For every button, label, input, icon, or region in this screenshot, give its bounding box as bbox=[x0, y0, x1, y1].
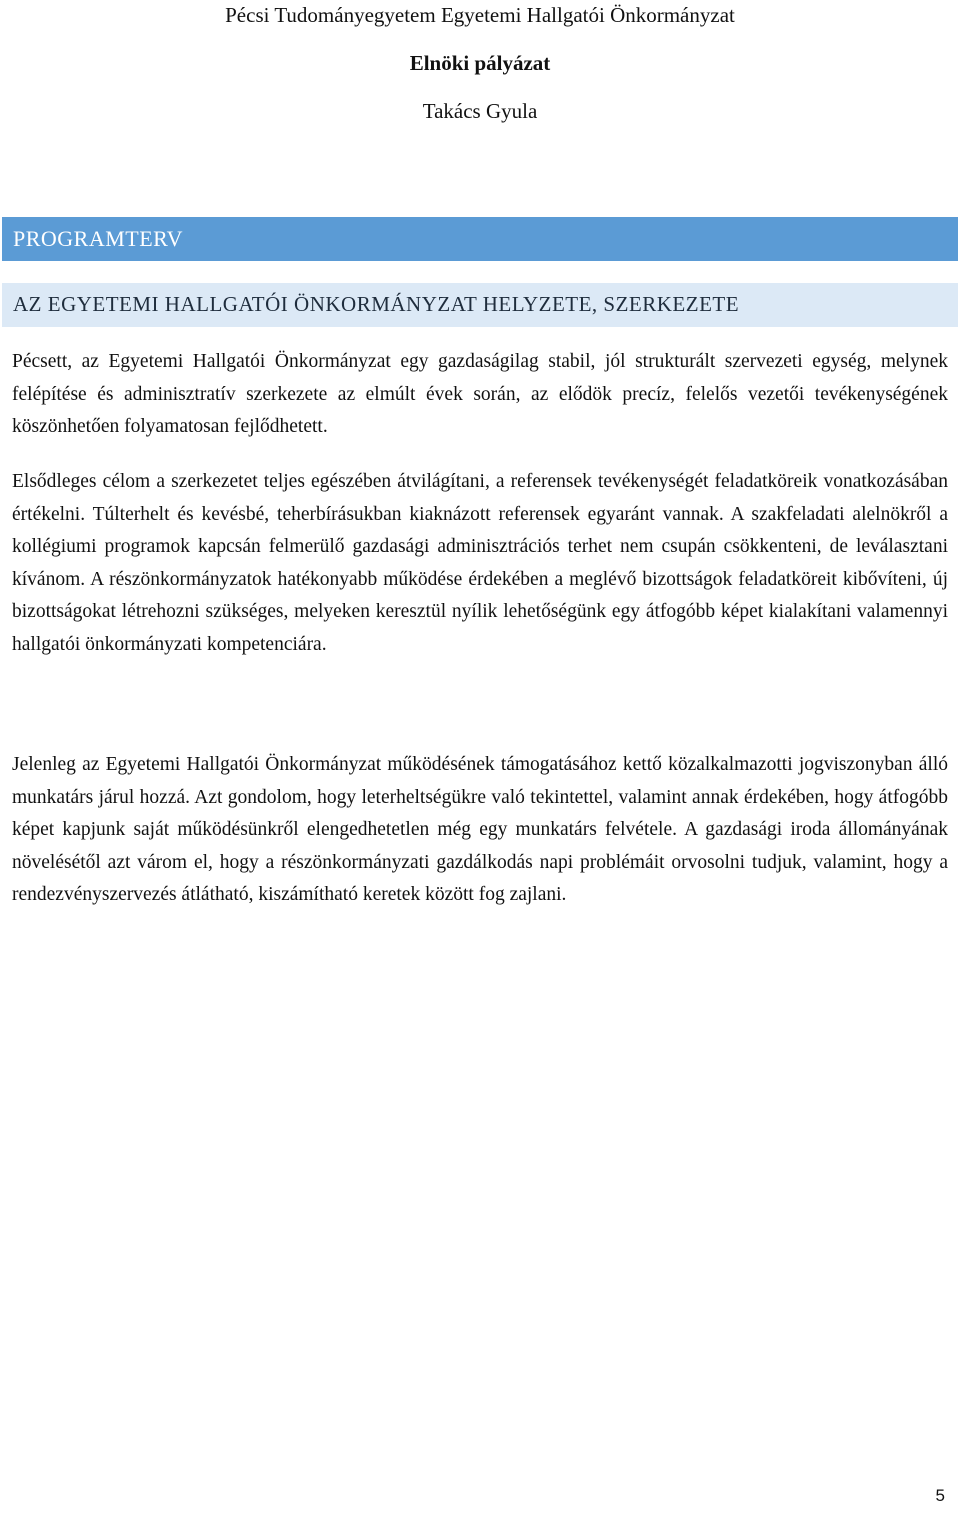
body-paragraph-2: Elsődleges célom a szerkezetet teljes egészében átvilágítani, a referensek tevékenységét feladatköreik vonatkozásában értékelni. Túlterhelt és kevésbé, teherbírásukban kiaknázott referensek egyaránt vannak. A szakfeladati alelnökről a kollégiumi programok kapcsán felmerülő gazdasági adminisztrációs terhet nem csupán csökkenteni, de leválasztani kívánom. A részönkormányzatok hatékonyabb működése érdekében a meglévő bizottságok feladatköreit kibővíteni, új bizottságokat létrehozni szükséges, melyeken keresztül nyílik lehetőségünk egy átfogóbb képet kialakítani valamennyi hallgatói önkormányzati kompetenciára. bbox=[12, 471, 948, 655]
author-name: Takács Gyula bbox=[422, 99, 538, 123]
document-title: Elnöki pályázat bbox=[409, 51, 551, 75]
section-heading: PROGRAMTERV bbox=[2, 217, 958, 261]
section-subheading: AZ EGYETEMI HALLGATÓI ÖNKORMÁNYZAT HELYZETE, SZERKEZETE bbox=[2, 283, 958, 327]
page-number: 5 bbox=[935, 1486, 945, 1505]
header-institution: Pécsi Tudományegyetem Egyetemi Hallgatói Önkormányzat bbox=[225, 3, 735, 27]
body-paragraph-3: Jelenleg az Egyetemi Hallgatói Önkormányzat működésének támogatásához kettő közalkalmazotti jogviszonyban álló munkatárs járul hozzá. Azt gondolom, hogy leterheltségükre való tekintettel, valamint annak érdekében, hogy átfogóbb képet kapjunk saját működésünkről elengedhetetlen még egy munkatárs felvétele. A gazdasági iroda állományának növelésétől azt várom el, hogy a részönkormányzati gazdálkodás napi problémáit orvosolni tudjuk, valamint, hogy a rendezvényszervezés átlátható, kiszámítható keretek között fog zajlani. bbox=[12, 754, 948, 906]
body-paragraph-1: Pécsett, az Egyetemi Hallgatói Önkormányzat egy gazdaságilag stabil, jól strukturált szervezeti egység, melynek felépítése és adminisztratív szerkezete az elmúlt évek során, az elődök precíz, felelős vezetői tevékenységének köszönhetően folyamatosan fejlődhetett. bbox=[12, 351, 948, 438]
